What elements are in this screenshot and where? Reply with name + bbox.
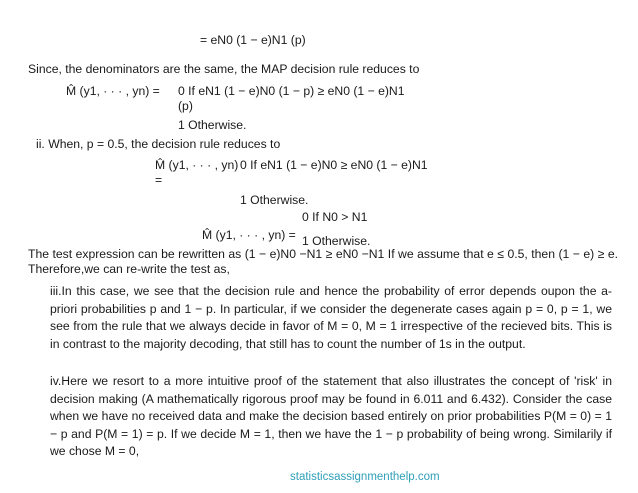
footer-text: statisticsassignmenthelp.com (290, 471, 440, 483)
item-ii (36, 137, 280, 152)
rule3-case1 (302, 210, 367, 225)
rule1-case1 (178, 84, 410, 115)
rule3-case1-text: 0 If N0 > N1 (302, 210, 368, 224)
item-iii (50, 283, 612, 353)
rule1-case2 (178, 118, 246, 133)
rule2-case1-text: 0 If eN1 (1 − e)N0 ≥ eN0 (1 − e)N1 (240, 158, 428, 172)
test-expression-text: The test expression can be rewritten as (1 − e)N0 −N1 ≥ eN0 −N1 If we assume that e ≤ 0.5, then (1 − e) ≥ e. Therefore,we can re-write the test as, (28, 247, 618, 277)
rule3-lhs (202, 228, 296, 243)
rule2-lhs-text: M̂ (y1, · · · , yn) = (155, 158, 239, 188)
rule2-case2-text: 1 Otherwise. (240, 193, 309, 207)
item-iv (50, 373, 612, 461)
top-equation-text: = eN0 (1 − e)N1 (p) (200, 33, 306, 47)
rule1-lhs-text: M̂ (y1, · · · , yn) = (66, 84, 160, 98)
denominators-text: Since, the denominators are the same, the MAP decision rule reduces to (28, 62, 420, 76)
rule1-lhs (66, 84, 166, 99)
rule2-lhs (155, 158, 245, 189)
rule3-case2-text: 1 Otherwise. (302, 234, 371, 248)
top-equation (200, 33, 306, 48)
footer-website (290, 470, 440, 484)
rule2-case2 (240, 193, 308, 208)
test-expression-paragraph (28, 247, 618, 278)
rule1-case1-text: 0 If eN1 (1 − e)N0 (1 − p) ≥ eN0 (1 − e)N1 (p) (178, 84, 405, 114)
rule2-case1 (240, 158, 440, 173)
rule3-lhs-text: M̂ (y1, · · · , yn) = (202, 228, 296, 242)
item-ii-text: ii. When, p = 0.5, the decision rule reduces to (36, 137, 281, 151)
item-iv-text: iv.Here we resort to a more intuitive proof of the statement that also illustrates the concept of 'risk' in decision making (A mathematically rigorous proof may be found in 6.011 and 6.432). Consider the case when we have no received data and make the decision based entirely on prior probabilities P(M = 0) = 1 − p and P(M = 1) = p. If we decide M = 1, then we have the 1 − p probability of being wrong. Similarily if we chose M = 0, (50, 374, 612, 458)
rule1-case2-text: 1 Otherwise. (178, 118, 247, 132)
denominators-sentence (28, 62, 419, 77)
item-iii-text: iii.In this case, we see that the decision rule and hence the probability of error depends oupon the a-priori probabilities p and 1 − p. In particular, if we consider the degenerate cases again p = 0, p = 1, we see from the rule that we always decide in favor of M = 0, M = 1 irrespective of the recieved bits. This is in contrast to the majority decoding, that still has to count the number of 1s in the output. (50, 284, 612, 351)
